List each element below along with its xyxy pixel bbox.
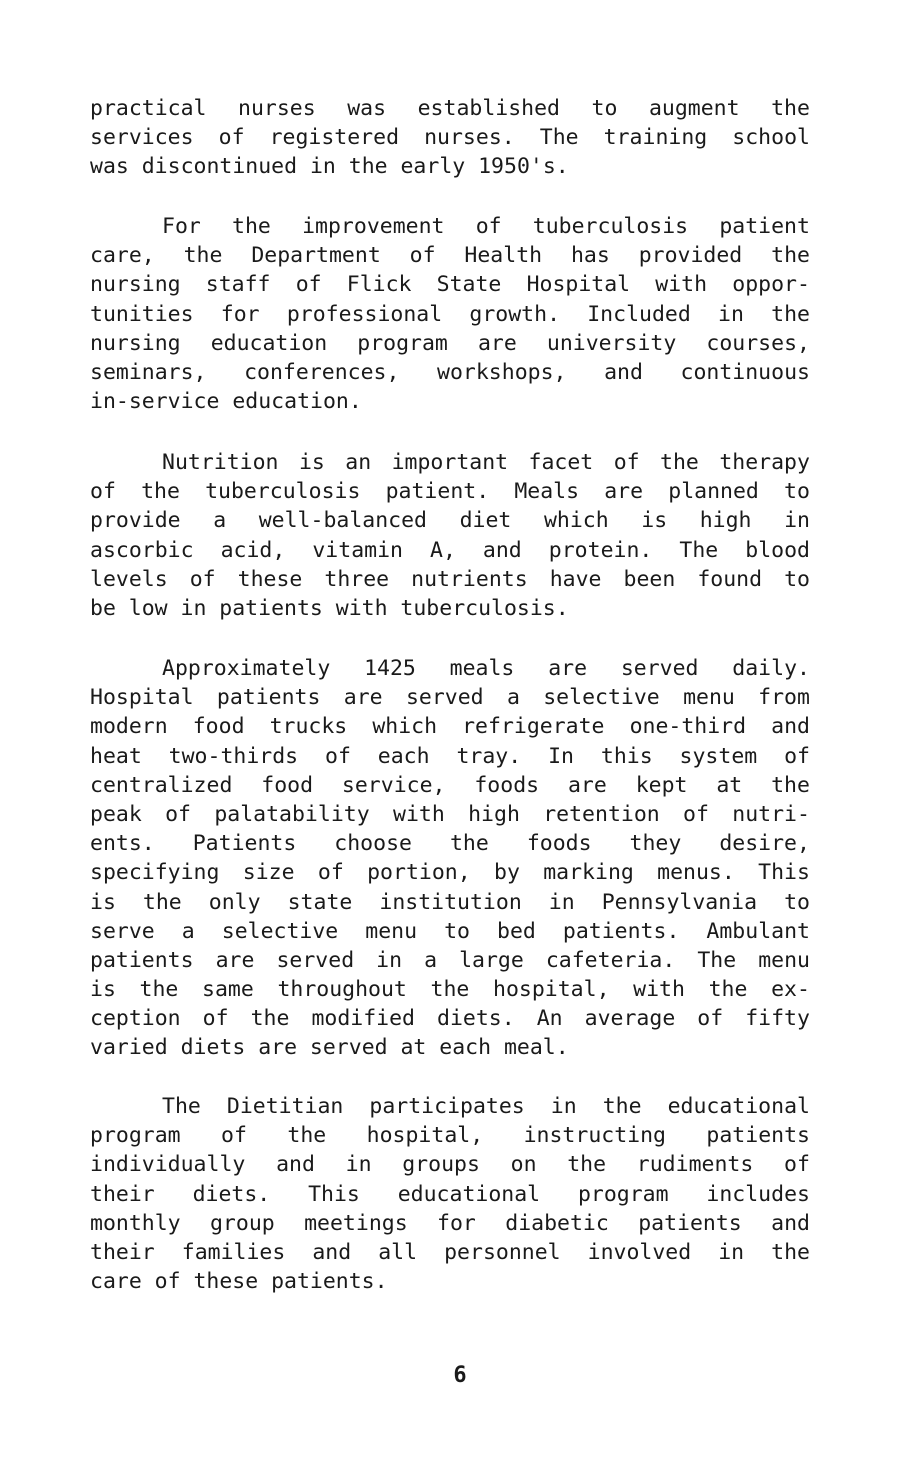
- text-line: practical nurses was established to augment the: [90, 96, 810, 121]
- text-line: nursing staff of Flick State Hospital with oppor-: [90, 272, 810, 298]
- paragraph-3: [90, 448, 810, 623]
- text-line: their diets. This educational program includes: [90, 1181, 810, 1207]
- text-line: varied diets are served at each meal.: [90, 1035, 569, 1061]
- text-line: is the only state institution in Pennsylvania to: [90, 889, 810, 915]
- text-line: in-service education.: [90, 389, 362, 415]
- text-line: The Dietitian participates in the educational: [162, 1094, 810, 1119]
- text-line: modern food trucks which refrigerate one-third and: [90, 714, 810, 740]
- page-number: 6: [453, 1363, 467, 1388]
- text-line: Approximately 1425 meals are served daily.: [162, 656, 810, 681]
- text-line: seminars, conferences, workshops, and continuous: [90, 359, 810, 385]
- text-line: care, the Department of Health has provided the: [90, 243, 810, 269]
- text-line: be low in patients with tuberculosis.: [90, 595, 569, 621]
- text-line: of the tuberculosis patient. Meals are planned to: [90, 479, 810, 505]
- text-line: serve a selective menu to bed patients. Ambulant: [90, 918, 810, 944]
- text-line: individually and in groups on the rudiments of: [90, 1152, 810, 1178]
- text-line: nursing education program are university courses,: [90, 330, 810, 356]
- text-line: services of registered nurses. The training school: [90, 125, 810, 151]
- text-line: program of the hospital, instructing patients: [90, 1123, 810, 1149]
- text-line: Nutrition is an important facet of the therapy: [162, 450, 810, 475]
- paragraph-4: [90, 654, 810, 1063]
- text-line: patients are served in a large cafeteria. The menu: [90, 947, 810, 973]
- text-line: is the same throughout the hospital, with the ex-: [90, 977, 810, 1003]
- text-line: was discontinued in the early 1950's.: [90, 154, 569, 180]
- text-line: care of these patients.: [90, 1269, 388, 1295]
- paragraph-2: [90, 212, 810, 416]
- text-line: monthly group meetings for diabetic patients and: [90, 1210, 810, 1236]
- text-line: heat two-thirds of each tray. In this system of: [90, 743, 810, 769]
- text-line: ception of the modified diets. An average of fifty: [90, 1006, 810, 1032]
- text-line: specifying size of portion, by marking menus. This: [90, 860, 810, 886]
- text-line: ents. Patients choose the foods they desire,: [90, 831, 810, 857]
- text-line: Hospital patients are served a selective menu from: [90, 685, 810, 711]
- paragraph-1: [90, 94, 810, 182]
- text-line: levels of these three nutrients have been found to: [90, 566, 810, 592]
- text-line: provide a well-balanced diet which is high in: [90, 508, 810, 534]
- text-line: tunities for professional growth. Included in the: [90, 301, 810, 327]
- text-line: For the improvement of tuberculosis patient: [162, 214, 810, 239]
- text-line: peak of palatability with high retention of nutri-: [90, 801, 810, 827]
- paragraph-5: [90, 1092, 810, 1296]
- text-line: ascorbic acid, vitamin A, and protein. The blood: [90, 537, 810, 563]
- text-line: centralized food service, foods are kept at the: [90, 772, 810, 798]
- text-line: their families and all personnel involved in the: [90, 1239, 810, 1265]
